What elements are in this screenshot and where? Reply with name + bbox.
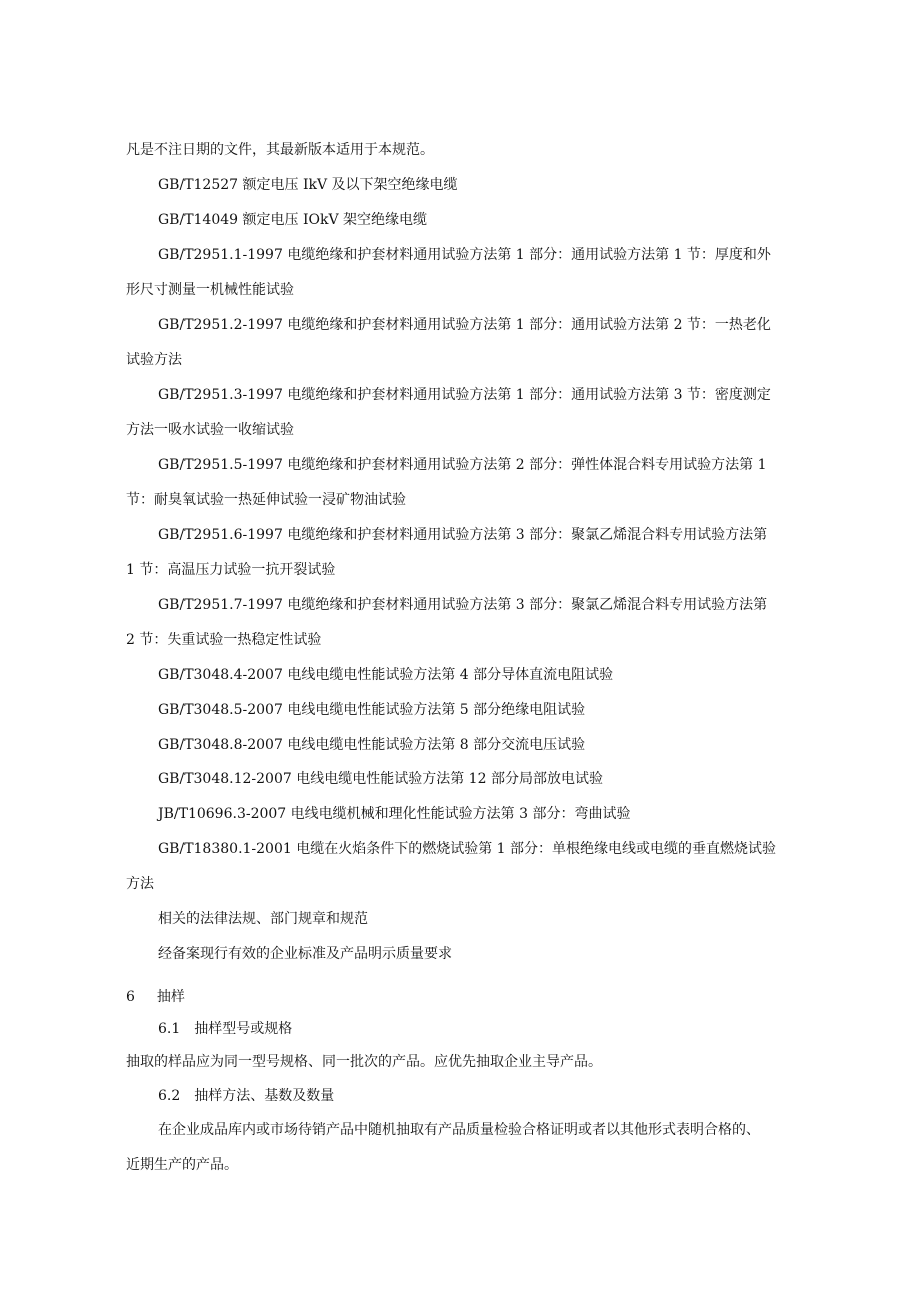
reference-jb-t10696-3: JB/T10696.3-2007 电线电缆机械和理化性能试验方法第 3 部分：弯曲试验: [158, 806, 631, 822]
reference-gb-t2951-1: GB/T2951.1-1997 电缆绝缘和护套材料通用试验方法第 1 部分：通用试验方法第 1 节：厚度和外: [158, 247, 771, 263]
section-6-1-heading: [158, 1020, 292, 1038]
reference-gb-t3048-8: GB/T3048.8-2007 电线电缆电性能试验方法第 8 部分交流电压试验: [158, 737, 586, 753]
reference-gb-t2951-5-cont: 节：耐臭氧试验一热延伸试验一浸矿物油试验: [126, 492, 406, 508]
intro-text: 凡是不注日期的文件，其最新版本适用于本规范。: [126, 142, 434, 158]
reference-gb-t2951-7-cont: 2 节：失重试验一热稳定性试验: [126, 632, 322, 648]
section-6-2-text: 在企业成品库内或市场待销产品中随机抽取有产品质量检验合格证明或者以其他形式表明合格的、: [158, 1122, 760, 1138]
reference-gb-t2951-6-cont: 1 节：高温压力试验一抗开裂试验: [126, 562, 336, 578]
reference-gb-t3048-5: GB/T3048.5-2007 电线电缆电性能试验方法第 5 部分绝缘电阻试验: [158, 702, 586, 718]
reference-gb-t14049: GB/T14049 额定电压 IOkV 架空绝缘电缆: [158, 212, 428, 228]
section-6-heading: [126, 988, 185, 1006]
reference-gb-t12527: GB/T12527 额定电压 IkV 及以下架空绝缘电缆: [158, 177, 458, 193]
reference-gb-t2951-2-cont: 试验方法: [126, 352, 182, 368]
section-6-title: 抽样: [156, 989, 185, 1005]
section-6-2-number: 6.2: [158, 1088, 181, 1104]
reference-gb-t2951-6: GB/T2951.6-1997 电缆绝缘和护套材料通用试验方法第 3 部分：聚氯乙烯混合料专用试验方法第: [158, 527, 768, 543]
section-6-2-text-cont: 近期生产的产品。: [126, 1157, 238, 1173]
reference-gb-t2951-7: GB/T2951.7-1997 电缆绝缘和护套材料通用试验方法第 3 部分：聚氯乙烯混合料专用试验方法第: [158, 597, 768, 613]
reference-gb-t2951-1-cont: 形尺寸测量一机械性能试验: [126, 282, 294, 298]
section-6-1-text: 抽取的样品应为同一型号规格、同一批次的产品。应优先抽取企业主导产品。: [126, 1054, 602, 1070]
reference-gb-t2951-3-cont: 方法一吸水试验一收缩试验: [126, 422, 294, 438]
section-6-2-title: 抽样方法、基数及数量: [194, 1088, 335, 1104]
section-6-1-title: 抽样型号或规格: [194, 1021, 293, 1037]
section-6-2-heading: [158, 1087, 334, 1105]
section-6-1-number: 6.1: [158, 1021, 181, 1037]
reference-gb-t3048-12: GB/T3048.12-2007 电线电缆电性能试验方法第 12 部分局部放电试验: [158, 771, 603, 787]
reference-gb-t2951-5: GB/T2951.5-1997 电缆绝缘和护套材料通用试验方法第 2 部分：弹性体混合料专用试验方法第 1: [158, 457, 767, 473]
reference-enterprise-standards: 经备案现行有效的企业标准及产品明示质量要求: [158, 946, 452, 962]
reference-gb-t18380-1: GB/T18380.1-2001 电缆在火焰条件下的燃烧试验第 1 部分：单根绝缘电线或电缆的垂直燃烧试验: [158, 841, 777, 857]
section-6-number: 6: [126, 989, 135, 1005]
reference-gb-t18380-1-cont: 方法: [126, 876, 154, 892]
reference-gb-t2951-3: GB/T2951.3-1997 电缆绝缘和护套材料通用试验方法第 1 部分：通用试验方法第 3 节：密度测定: [158, 387, 771, 403]
reference-gb-t2951-2: GB/T2951.2-1997 电缆绝缘和护套材料通用试验方法第 1 部分：通用试验方法第 2 节：一热老化: [158, 317, 771, 333]
reference-gb-t3048-4: GB/T3048.4-2007 电线电缆电性能试验方法第 4 部分导体直流电阻试验: [158, 667, 614, 683]
reference-laws: 相关的法律法规、部门规章和规范: [158, 911, 368, 927]
